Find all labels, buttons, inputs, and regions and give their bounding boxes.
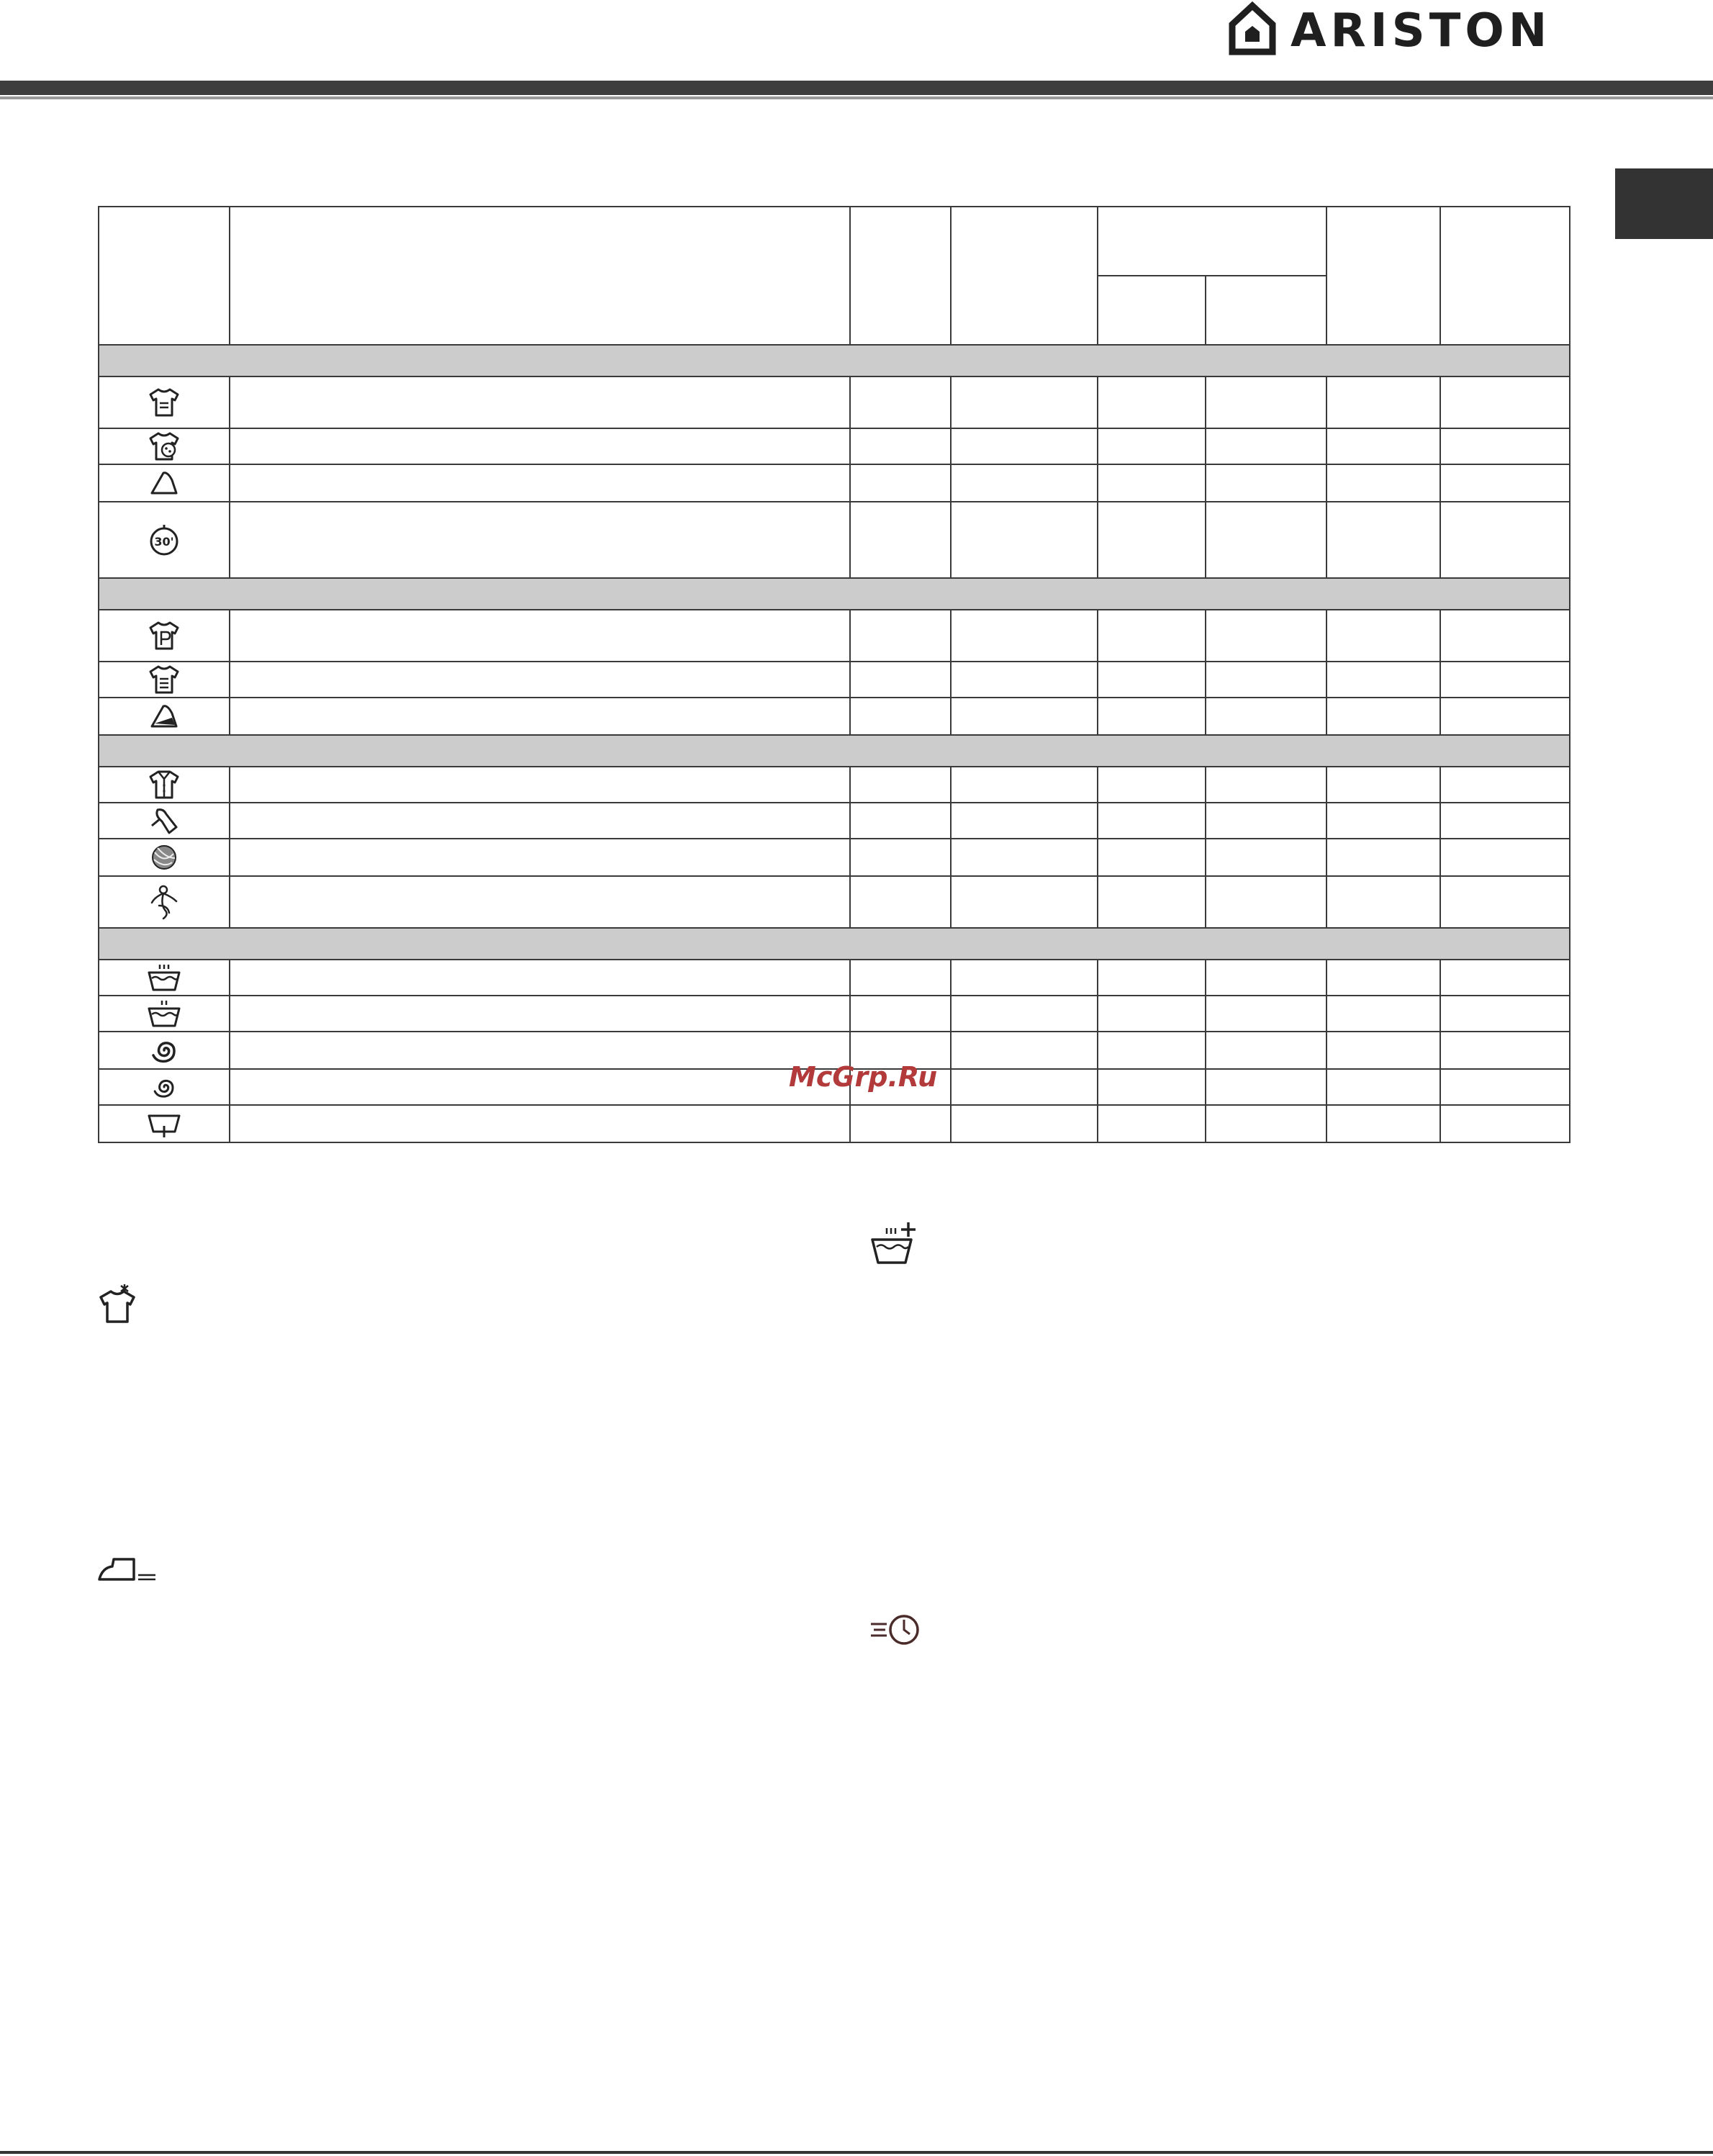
header-bar-shadow [0,96,1713,99]
rinse-icon [146,962,182,993]
section-header-row [99,345,1570,376]
spin-icon [148,1035,181,1065]
header-cell [1326,207,1440,345]
section-header-row [99,928,1570,960]
table-row [99,376,1570,428]
rinse-light-icon [146,998,182,1029]
shirt-stain-icon [148,431,181,461]
stain-remover-icon [96,1284,140,1325]
wool-icon [148,842,181,872]
header-cell [1098,207,1326,276]
header-cell [850,207,951,345]
shirt-p-icon [148,621,181,651]
cotton-figure-icon [148,884,181,920]
shirt-lines-icon [148,387,181,418]
triangle-icon [148,469,181,497]
table-row [99,767,1570,803]
silk-icon [148,806,181,836]
section-header-row [99,578,1570,610]
table-row [99,428,1570,464]
spin-small-icon [150,1074,178,1100]
brand-name: ARISTON [1291,4,1552,58]
drain-icon [146,1109,182,1139]
language-tab [1615,168,1713,239]
brand-logo [1224,0,1569,58]
table-row [99,464,1570,502]
table-row [99,839,1570,876]
table-row [99,502,1570,578]
table-row [99,876,1570,928]
time-saver-icon [868,1613,923,1648]
table-row [99,803,1570,839]
easy-iron-icon [96,1555,158,1582]
header-cell [230,207,850,345]
footer-line [0,2151,1713,2154]
table-row [99,698,1570,735]
timer-30-icon [147,522,181,558]
shirt-lines-icon [148,664,181,695]
section-header-row [99,735,1570,767]
table-row [99,1105,1570,1142]
svg-text:30': 30' [154,535,174,549]
header-cell [951,207,1098,345]
table-header-row [99,207,1570,276]
triangle-filled-icon [148,702,181,731]
header-cell [1440,207,1570,345]
table-row [99,610,1570,662]
header-cell [99,207,230,345]
table-row [99,996,1570,1032]
table-row [99,662,1570,698]
extra-rinse-icon [868,1221,920,1266]
header-bar [0,81,1713,95]
header-cell [1206,276,1326,345]
header-cell [1098,276,1206,345]
programme-table [98,206,1570,1143]
table-row [99,960,1570,996]
house-logo-icon [1224,0,1281,58]
shirt-collar-icon [148,770,181,800]
watermark: McGrp.Ru [789,1061,938,1093]
